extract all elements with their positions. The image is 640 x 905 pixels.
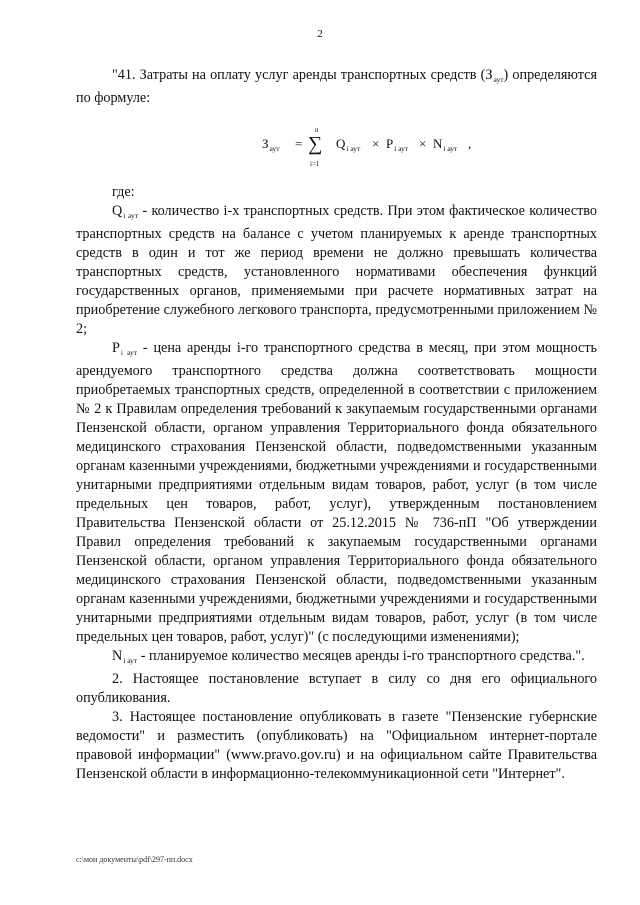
sum-lower-limit: i=1 <box>310 160 320 168</box>
def-p-symbol: $P_{i аут}$ <box>112 340 138 357</box>
paragraph-3: 3. Настоящее постановление опубликовать в газете "Пензенские губернские ведомости" и разместить (опубликовать) на "Официальном интернет-портале правовой информации" (www.pravo.gov.ru) и на официальном сайте Правительства Пензенской области в информационно-телекоммуникационной сети "Интернет". <box>76 709 597 782</box>
def-q-symbol: $Q_{i аут}$ <box>112 203 139 220</box>
definition-p <box>76 339 597 647</box>
formula-times-1: × <box>372 136 380 151</box>
sum-icon: ∑ <box>308 133 323 155</box>
def-n-text: - планируемое количество месяцев аренды i-го транспортного средства.". <box>137 648 585 664</box>
definitions <box>76 183 597 784</box>
formula-end: , <box>468 136 472 151</box>
page-number: 2 <box>317 28 323 40</box>
definition-n <box>76 647 597 670</box>
intro-subscript: аут <box>493 75 504 84</box>
paragraph-2: 2. Настоящее постановление вступает в силу со дня его официального опубликования. <box>76 671 597 706</box>
sum-upper-limit: n <box>315 126 319 134</box>
file-path-footer: c:\мои документы\pdf\297-пп.docx <box>76 855 193 864</box>
intro-paragraph <box>76 66 597 108</box>
def-p-text: - цена аренды i-го транспортного средства в месяц, при этом мощность арендуемого транспортного средства должна соответствовать мощности приобретаемых транспортных средств, определенной в соответствии с приложением № 2 к Правилам определения требований к закупаемым государственными органами Пензенской области, органом управления Территориального фонда обязательного медицинского страхования Пензенской области, подведомственными указанным органам казенными учреждениями, бюджетными учреждениями и государственными унитарными предприятиями отдельным видам товаров, работ, услуг (в том числе предельных цен товаров, работ, услуг), утвержденным постановлением Правительства Пензенской области от 25.12.2015 № 736-пП "Об утверждении Правил определения требований к закупаемым государственными органами Пензенской области, органом управления Территориального фонда обязательного медицинского страхования Пензенской области, подведомственными указанным органам казенными учреждениями, бюджетными учреждениями и государственными унитарными предприятиями отдельным видам товаров, работ, услуг (в том числе предельных цен товаров, работ, услуг)" (с последующими изменениями); <box>76 340 597 645</box>
formula-times-2: × <box>419 136 427 151</box>
formula <box>262 128 502 168</box>
formula-equals: = <box>295 136 303 151</box>
formula-p: $P_{i аут}$ <box>386 136 409 153</box>
formula-n: $N_{i аут}$ <box>433 136 458 153</box>
formula-lhs: $З_{аут}$ <box>262 136 280 153</box>
intro-end: ) определяются по формуле: <box>76 67 598 106</box>
formula-q: $Q_{i аут}$ <box>336 136 361 153</box>
gde-label: где: <box>112 184 135 200</box>
def-n-symbol: $N_{i аут}$ <box>112 648 138 665</box>
def-q-text: - количество i-х транспортных средств. При этом фактическое количество транспортных средств на балансе с учетом планируемых к аренде транспортных средств в один и тот же период времени не должно превышать количества транспортных средств, установленного нормативами обеспечения функций государственных органов, применяемыми при расчете нормативных затрат на приобретение служебного легкового транспорта, предусмотренными приложением № 2; <box>76 203 598 337</box>
definition-q <box>76 202 597 339</box>
intro-text: "41. Затраты на оплату услуг аренды транспортных средств (З <box>112 67 493 83</box>
